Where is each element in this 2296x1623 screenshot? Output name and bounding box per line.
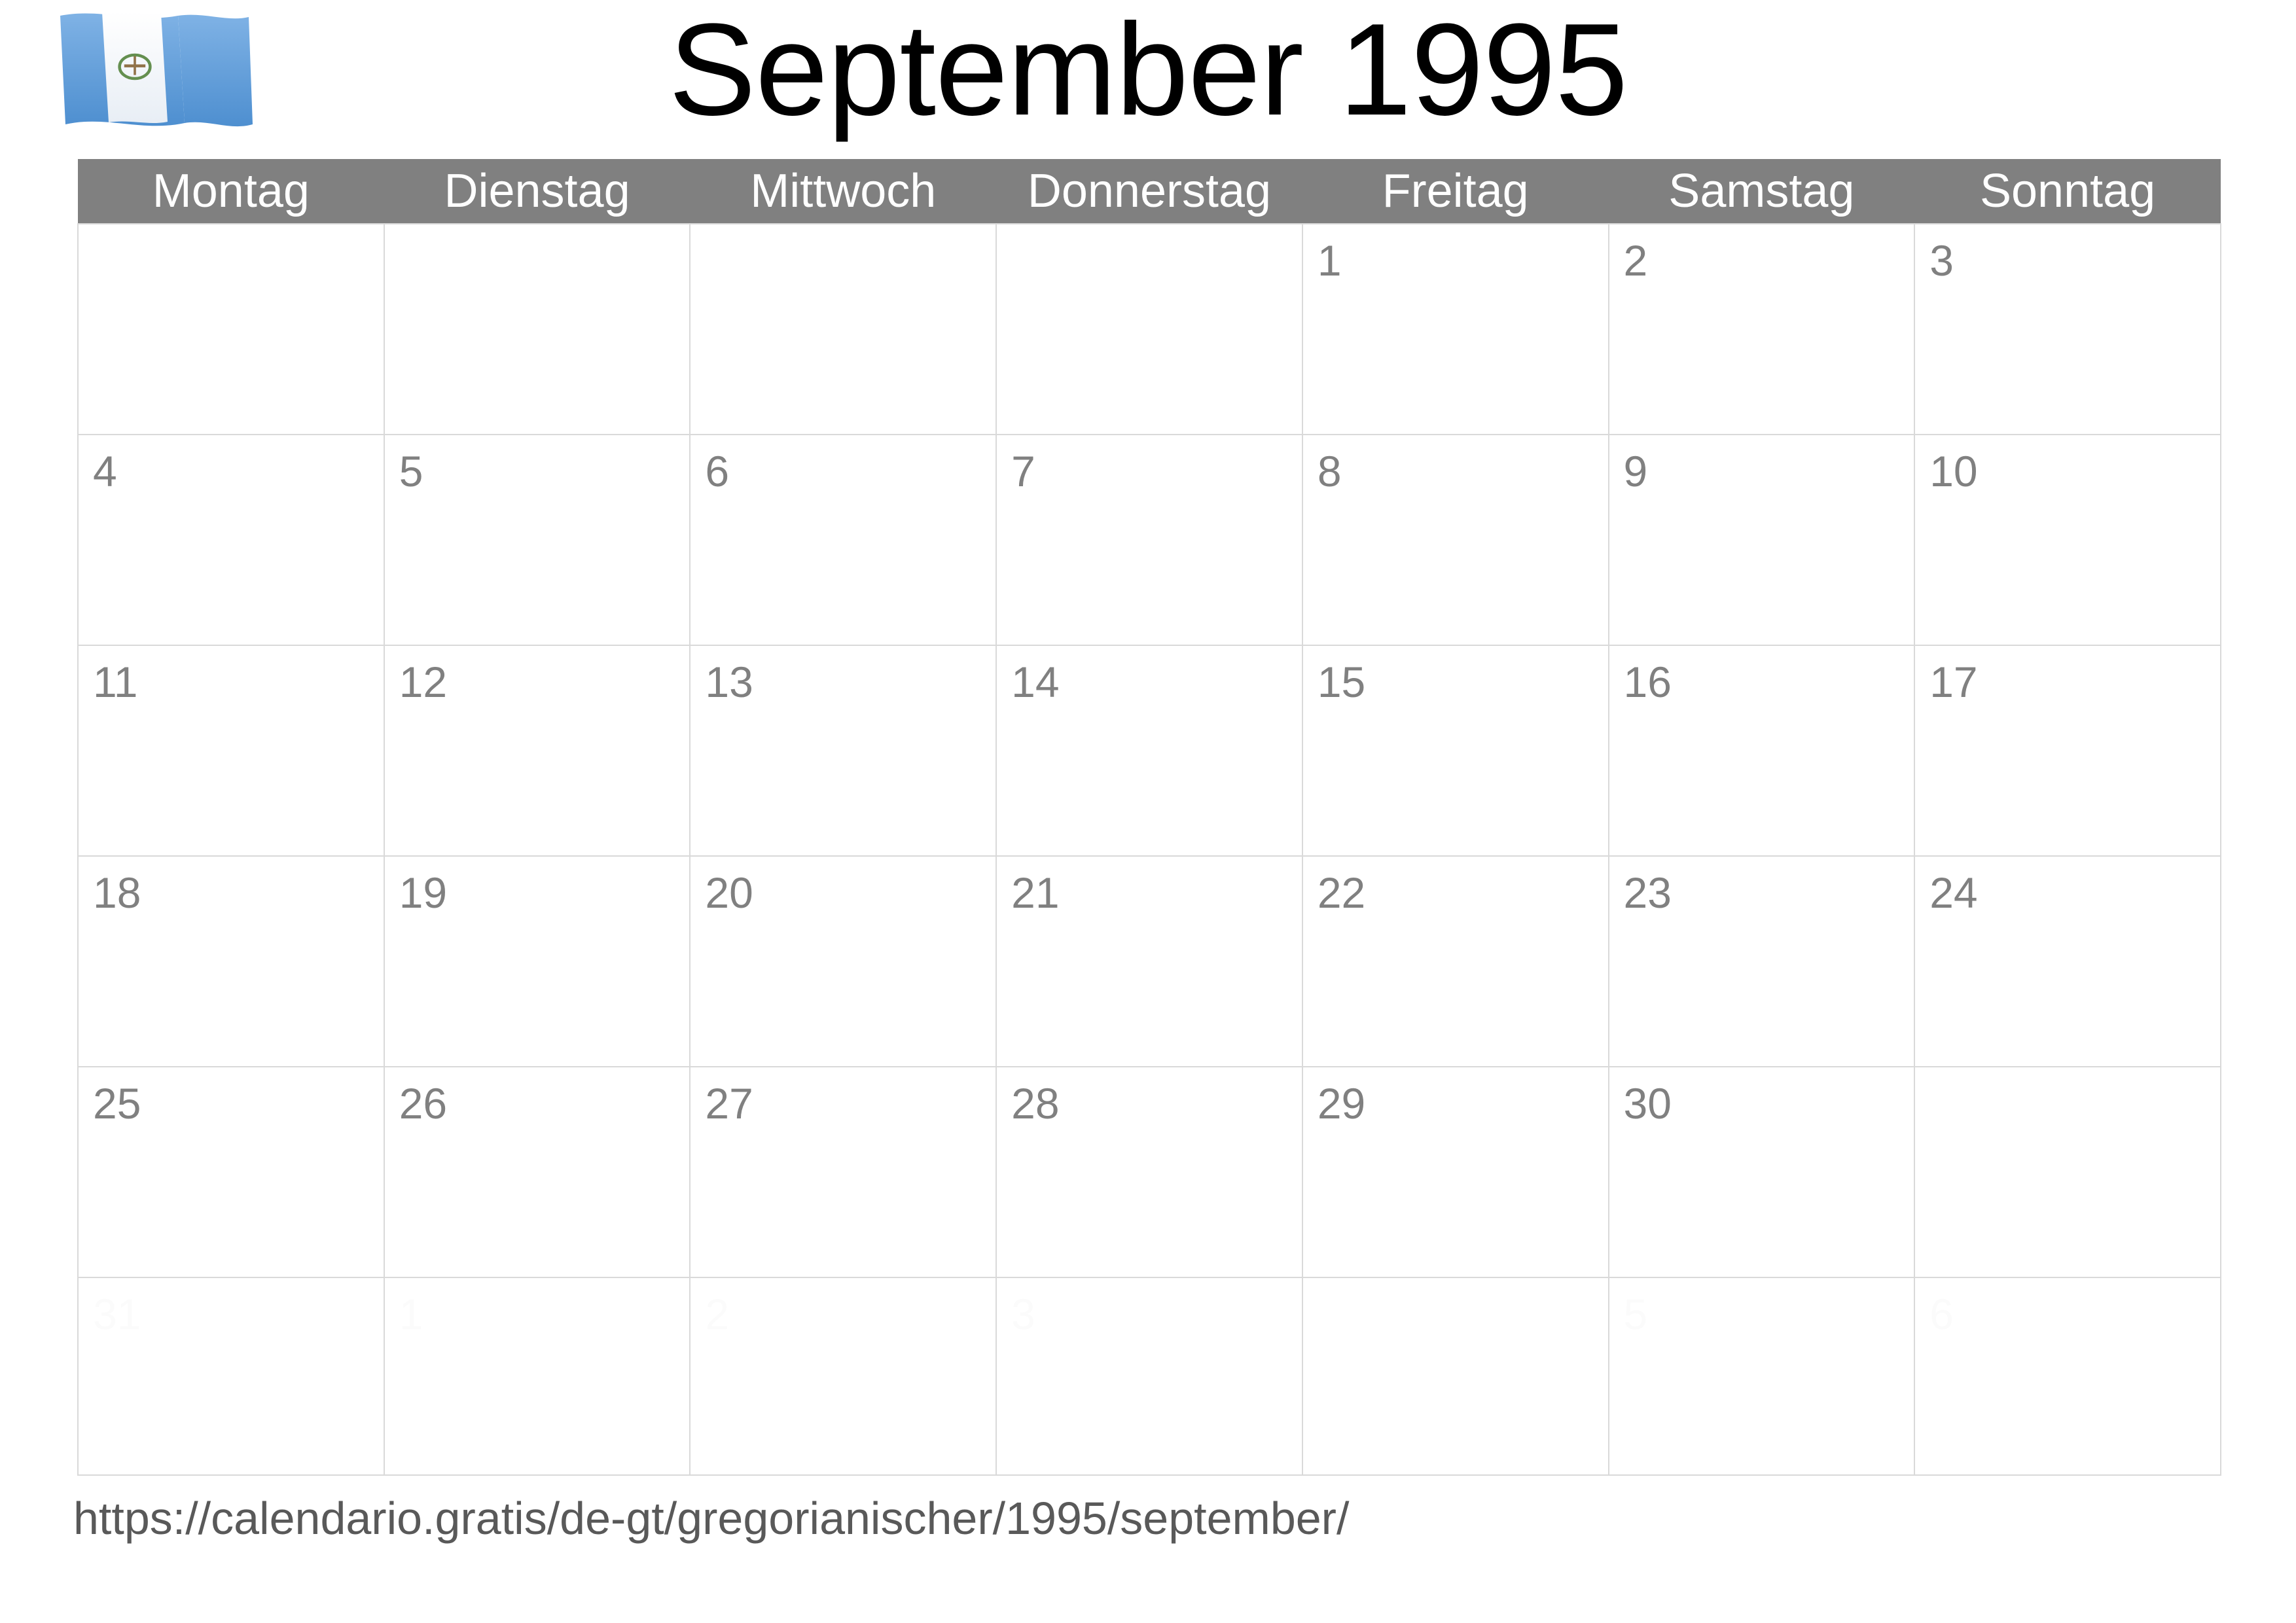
calendar-day-cell[interactable] [690, 1277, 996, 1475]
calendar-day-cell[interactable] [1914, 645, 2221, 856]
calendar-day-cell[interactable] [996, 224, 1302, 435]
weekday-header-monday: Montag [78, 159, 384, 224]
calendar-week-row [78, 435, 2221, 645]
calendar-day-cell[interactable] [1302, 435, 1609, 645]
calendar-day-cell[interactable] [690, 1067, 996, 1277]
weekday-header-thursday: Donnerstag [996, 159, 1302, 224]
day-number: 4 [93, 447, 117, 495]
day-number: 18 [93, 868, 141, 917]
calendar-day-cell[interactable] [1302, 856, 1609, 1067]
calendar-day-cell[interactable] [1914, 224, 2221, 435]
day-number: 1 [1317, 236, 1342, 285]
weekday-header-saturday: Samstag [1609, 159, 1915, 224]
calendar-day-cell[interactable] [384, 856, 691, 1067]
weekday-header-row [78, 159, 2221, 224]
calendar-day-cell[interactable] [1609, 224, 1915, 435]
day-number: 3 [1011, 1290, 1035, 1338]
day-number: 16 [1623, 658, 1672, 706]
day-number: 27 [705, 1079, 753, 1128]
calendar-day-cell[interactable] [1914, 1067, 2221, 1277]
day-number: 5 [1623, 1290, 1648, 1338]
day-number: 17 [1929, 658, 1978, 706]
calendar-day-cell[interactable] [690, 224, 996, 435]
day-number: 1 [399, 1290, 423, 1338]
weekday-header-friday: Freitag [1302, 159, 1609, 224]
day-number [691, 224, 996, 236]
day-number: 22 [1317, 868, 1366, 917]
day-number: 7 [1011, 447, 1035, 495]
calendar-day-cell[interactable] [384, 224, 691, 435]
calendar-day-cell[interactable] [690, 856, 996, 1067]
calendar-week-row [78, 645, 2221, 856]
calendar-day-cell[interactable] [1914, 1277, 2221, 1475]
day-number: 6 [705, 447, 730, 495]
calendar-day-cell[interactable] [996, 435, 1302, 645]
page-header [0, 0, 2296, 154]
day-number: 26 [399, 1079, 448, 1128]
day-number: 24 [1929, 868, 1978, 917]
day-number [385, 224, 690, 236]
weekday-header-sunday: Sonntag [1914, 159, 2221, 224]
day-number [1303, 1278, 1608, 1290]
calendar-grid [77, 159, 2221, 1476]
day-number: 28 [1011, 1079, 1060, 1128]
calendar-day-cell[interactable] [690, 645, 996, 856]
weekday-header-wednesday: Mittwoch [690, 159, 996, 224]
calendar-day-cell[interactable] [996, 645, 1302, 856]
calendar-day-cell[interactable] [1302, 224, 1609, 435]
calendar-day-cell[interactable] [78, 856, 384, 1067]
day-number [1915, 1067, 2220, 1079]
calendar-day-cell[interactable] [1914, 435, 2221, 645]
day-number: 11 [93, 658, 138, 706]
source-url[interactable]: https://calendario.gratis/de-gt/gregorianischer/1995/september/ [73, 1493, 1350, 1544]
calendar-day-cell[interactable] [996, 1277, 1302, 1475]
calendar-table [77, 159, 2221, 1476]
calendar-day-cell[interactable] [1302, 645, 1609, 856]
day-number: 25 [93, 1079, 141, 1128]
day-number: 31 [93, 1290, 141, 1338]
calendar-day-cell[interactable] [690, 435, 996, 645]
day-number: 6 [1929, 1290, 1954, 1338]
day-number: 30 [1623, 1079, 1672, 1128]
calendar-day-cell[interactable] [1609, 1067, 1915, 1277]
calendar-week-row [78, 1067, 2221, 1277]
day-number [79, 224, 384, 236]
calendar-day-cell[interactable] [78, 645, 384, 856]
calendar-day-cell[interactable] [1609, 1277, 1915, 1475]
calendar-day-cell[interactable] [78, 224, 384, 435]
day-number: 2 [1623, 236, 1648, 285]
calendar-day-cell[interactable] [384, 1277, 691, 1475]
page-title: September 1995 [668, 0, 1628, 143]
calendar-day-cell[interactable] [78, 1067, 384, 1277]
calendar-day-cell[interactable] [1914, 856, 2221, 1067]
calendar-day-cell[interactable] [1609, 435, 1915, 645]
weekday-header-tuesday: Dienstag [384, 159, 691, 224]
calendar-week-row-trailing [78, 1277, 2221, 1475]
day-number: 19 [399, 868, 448, 917]
calendar-day-cell[interactable] [384, 1067, 691, 1277]
calendar-day-cell[interactable] [1302, 1067, 1609, 1277]
calendar-day-cell[interactable] [384, 435, 691, 645]
day-number: 21 [1011, 868, 1060, 917]
day-number: 10 [1929, 447, 1978, 495]
day-number: 2 [705, 1290, 730, 1338]
day-number: 8 [1317, 447, 1342, 495]
calendar-day-cell[interactable] [1609, 856, 1915, 1067]
day-number: 20 [705, 868, 753, 917]
day-number: 14 [1011, 658, 1060, 706]
calendar-week-row [78, 856, 2221, 1067]
calendar-week-row [78, 224, 2221, 435]
day-number: 13 [705, 658, 753, 706]
calendar-day-cell[interactable] [78, 435, 384, 645]
day-number [997, 224, 1302, 236]
calendar-day-cell[interactable] [996, 1067, 1302, 1277]
day-number: 9 [1623, 447, 1648, 495]
day-number: 23 [1623, 868, 1672, 917]
calendar-day-cell[interactable] [1302, 1277, 1609, 1475]
calendar-day-cell[interactable] [78, 1277, 384, 1475]
day-number: 12 [399, 658, 448, 706]
day-number: 5 [399, 447, 423, 495]
day-number: 3 [1929, 236, 1954, 285]
calendar-day-cell[interactable] [1609, 645, 1915, 856]
calendar-day-cell[interactable] [384, 645, 691, 856]
calendar-day-cell[interactable] [996, 856, 1302, 1067]
day-number: 15 [1317, 658, 1366, 706]
day-number: 29 [1317, 1079, 1366, 1128]
